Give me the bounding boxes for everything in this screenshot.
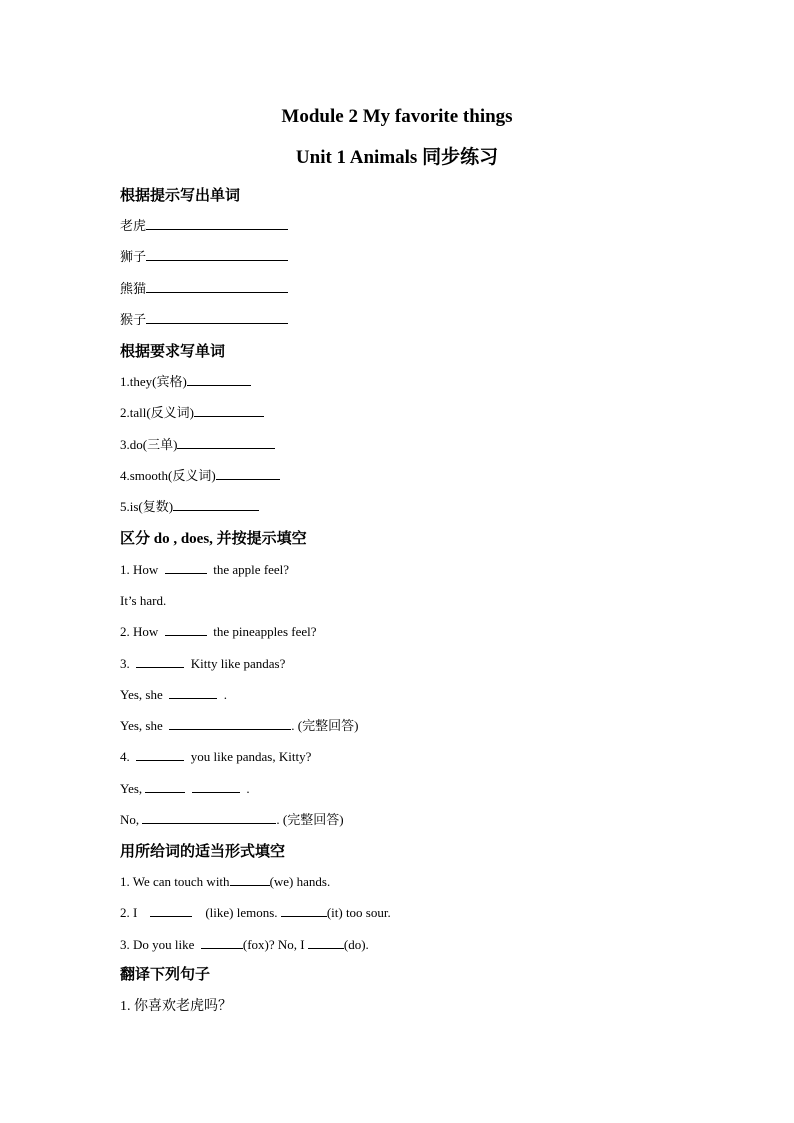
word-item-monkey: 猴子: [120, 311, 288, 329]
answer-blank[interactable]: [142, 811, 276, 824]
word-item-tiger: 老虎: [120, 217, 288, 235]
answer-blank[interactable]: [192, 780, 240, 793]
form-item-1: 1.they(宾格): [120, 373, 251, 391]
translate-question-1: 1. 你喜欢老虎吗？: [120, 999, 232, 1014]
answer-blank[interactable]: [216, 467, 280, 480]
do-does-answer-3a: Yes, she .: [120, 687, 227, 702]
answer-blank[interactable]: [173, 498, 259, 511]
form-item-5: 5.is(复数): [120, 498, 259, 516]
do-does-answer-1: It’s hard.: [120, 593, 167, 608]
answer-blank[interactable]: [194, 404, 264, 417]
form-item-4: 4.smooth(反义词): [120, 467, 280, 485]
answer-blank[interactable]: [136, 748, 184, 761]
unit-title: Unit 1 Animals 同步练习: [295, 147, 499, 168]
answer-blank[interactable]: [169, 686, 217, 699]
word-item-panda: 熊猫: [120, 280, 288, 298]
form-fill-question-1: 1. We can touch with (we) hands.: [120, 874, 331, 889]
section-heading-word-form-fill: 用所给词的适当形式填空: [120, 844, 286, 860]
answer-blank[interactable]: [201, 936, 243, 949]
answer-blank[interactable]: [146, 248, 288, 261]
form-item-3: 3.do(三单): [120, 436, 275, 454]
word-item-lion: 狮子: [120, 248, 288, 266]
section-heading-translate: 翻译下列句子: [120, 967, 211, 983]
answer-blank[interactable]: [146, 311, 288, 324]
section-heading-write-words: 根据提示写出单词: [120, 188, 241, 204]
section-heading-do-does: 区分 do , does, 并按提示填空: [120, 531, 307, 547]
form-item-2: 2.tall(反义词): [120, 404, 264, 422]
answer-blank[interactable]: [187, 373, 251, 386]
answer-blank[interactable]: [146, 280, 288, 293]
answer-blank[interactable]: [169, 717, 291, 730]
do-does-answer-4a: Yes, .: [120, 781, 250, 796]
answer-blank[interactable]: [145, 780, 185, 793]
answer-blank[interactable]: [165, 623, 207, 636]
do-does-question-3: 3. Kitty like pandas?: [120, 656, 286, 671]
answer-blank[interactable]: [165, 561, 207, 574]
do-does-question-4: 4. you like pandas, Kitty?: [120, 749, 312, 764]
answer-blank[interactable]: [177, 436, 275, 449]
form-fill-question-2: 2. I (like) lemons. (it) too sour.: [120, 905, 391, 920]
answer-blank[interactable]: [136, 655, 184, 668]
section-heading-word-forms: 根据要求写单词: [120, 344, 226, 360]
answer-blank[interactable]: [308, 936, 344, 949]
answer-blank[interactable]: [230, 873, 270, 886]
do-does-answer-3b: Yes, she . (完整回答): [120, 718, 359, 733]
answer-blank[interactable]: [150, 904, 192, 917]
do-does-answer-4b: No, . (完整回答): [120, 812, 344, 827]
form-fill-question-3: 3. Do you like (fox)? No, I (do).: [120, 937, 369, 952]
do-does-question-1: 1. How the apple feel?: [120, 562, 290, 577]
do-does-question-2: 2. How the pineapples feel?: [120, 624, 317, 639]
answer-blank[interactable]: [281, 904, 327, 917]
module-title: Module 2 My favorite things: [281, 106, 513, 127]
answer-blank[interactable]: [146, 217, 288, 230]
